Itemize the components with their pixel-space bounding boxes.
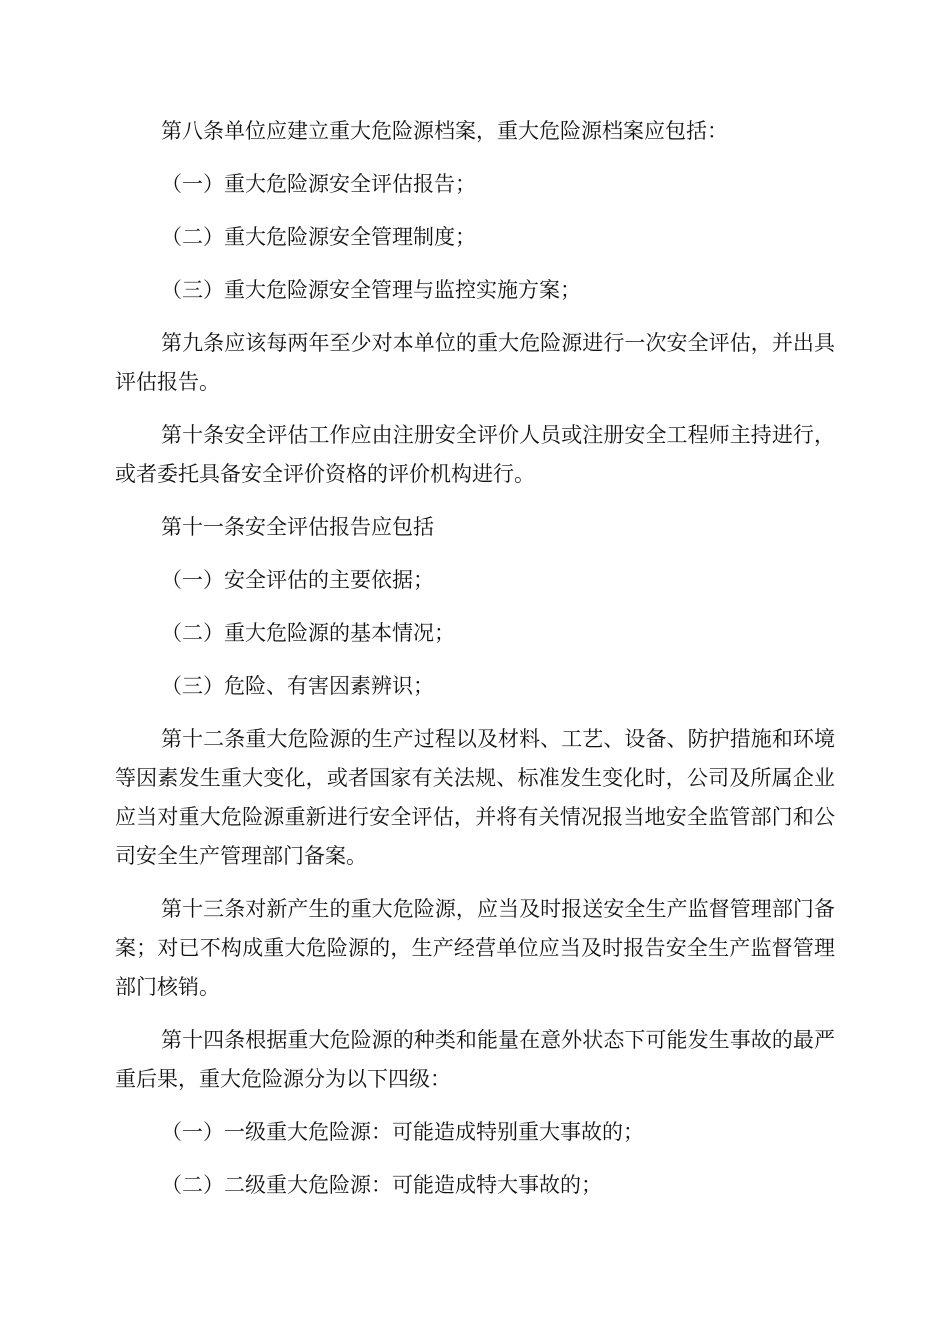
article-12: 第十二条重大危险源的生产过程以及材料、工艺、设备、防护措施和环境等因素发生重大变化，或者国家有关法规、标准发生变化时，公司及所属企业应当对重大危险源重新进行安全评估，并将有关情况报当地安全监管部门和公司安全生产管理部门备案。	[115, 727, 835, 868]
article-11-item-1: （一）安全评估的主要依据；	[161, 568, 434, 592]
article-11: 第十一条安全评估报告应包括	[161, 515, 434, 539]
article-8-item-3: （三）重大危险源安全管理与监控实施方案；	[161, 278, 581, 302]
article-10: 第十条安全评估工作应由注册安全评价人员或注册安全工程师主持进行，或者委托具备安全评价资格的评价机构进行。	[115, 423, 835, 486]
article-11-item-3: （三）危险、有害因素辨识；	[161, 674, 434, 698]
article-8-item-2: （二）重大危险源安全管理制度；	[161, 225, 476, 249]
article-11-item-2: （二）重大危险源的基本情况；	[161, 621, 455, 645]
article-9: 第九条应该每两年至少对本单位的重大危险源进行一次安全评估，并出具评估报告。	[115, 331, 835, 394]
article-8: 第八条单位应建立重大危险源档案，重大危险源档案应包括：	[161, 119, 728, 143]
document-body	[115, 112, 835, 1219]
article-14-item-1: （一）一级重大危险源：可能造成特别重大事故的；	[161, 1120, 644, 1144]
article-8-item-1: （一）重大危险源安全评估报告；	[161, 172, 476, 196]
article-13: 第十三条对新产生的重大危险源，应当及时报送安全生产监督管理部门备案；对已不构成重大危险源的，生产经营单位应当及时报告安全生产监督管理部门核销。	[115, 897, 835, 999]
article-14: 第十四条根据重大危险源的种类和能量在意外状态下可能发生事故的最严重后果，重大危险源分为以下四级：	[115, 1028, 835, 1091]
article-14-item-2: （二）二级重大危险源：可能造成特大事故的；	[161, 1173, 602, 1197]
